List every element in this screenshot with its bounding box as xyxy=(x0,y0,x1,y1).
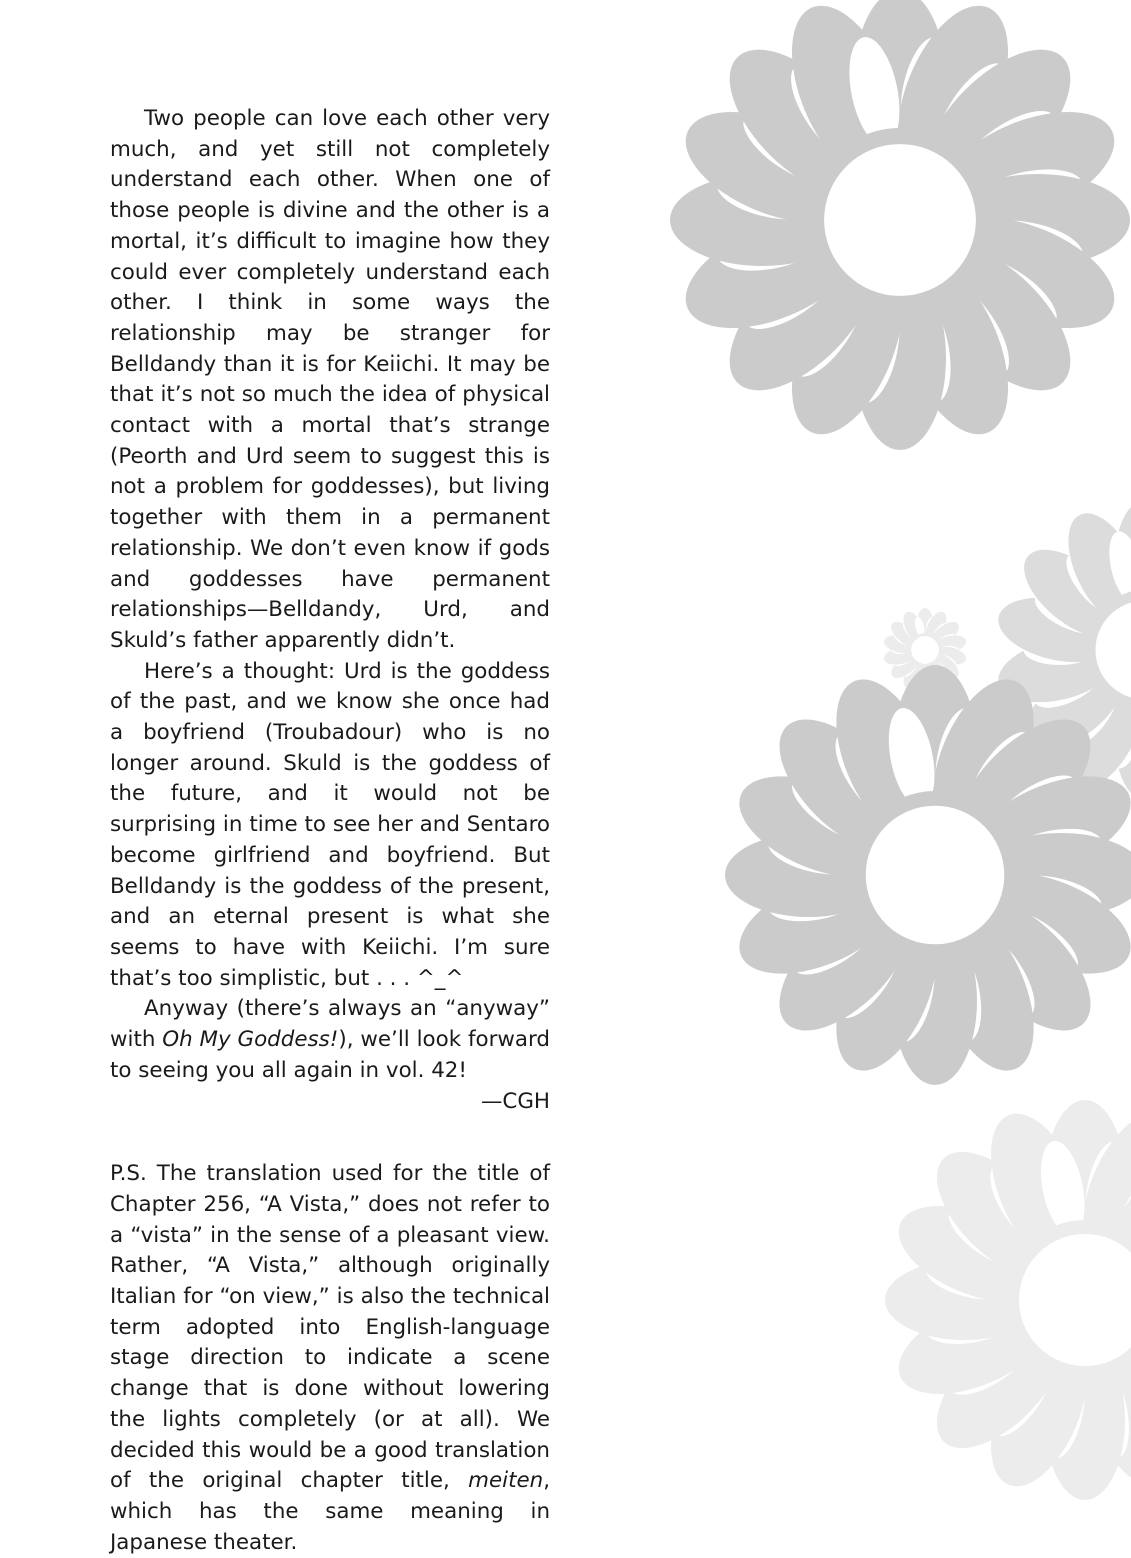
flower-center xyxy=(911,636,939,664)
postscript-end: , which has the same meaning in Japanese theater. xyxy=(110,1468,550,1554)
flower-center xyxy=(824,144,976,296)
postscript-text: P.S. The translation used for the title of Chapter 256, “A Vista,” does not refer to a “vista” in the sense of a pleasant view. Rather, “A Vista,” although originally Italian for “on view,” is also the technical term adopted into English-language stage direction to indicate a scene change that is done without lowering the lights completely (or at all). We decided this would be a good translation of the original chapter title, xyxy=(110,1161,550,1493)
paragraph-1: Two people can love each other very much, and yet still not completely understand each other. When one of those people is divine and the other is a mortal, it’s difficult to imagine how they could ever completely understand each other. I think in some ways the relationship may be stranger for Belldandy than it is for Keiichi. It may be that it’s not so much the idea of physical contact with a mortal that’s strange (Peorth and Urd seem to suggest this is not a problem for goddesses), but living together with them in a permanent relationship. We don’t even know if gods and goddesses have permanent relationships—Belldandy, Urd, and Skuld’s father apparently didn’t. xyxy=(110,104,550,657)
flower-center xyxy=(866,806,1005,945)
paragraph-3-end: ), we’ll look forward to seeing you all again in vol. 42! xyxy=(110,1027,550,1083)
paragraph-3 xyxy=(110,994,550,1086)
flower-4 xyxy=(725,665,1131,1085)
flower-1 xyxy=(670,0,1130,450)
postscript xyxy=(110,1159,550,1558)
editor-note xyxy=(110,104,550,1558)
flower-5 xyxy=(885,1100,1131,1500)
paragraph-2: Here’s a thought: Urd is the goddess of the past, and we know she once had a boyfriend (Troubadour) who is no longer around. Skuld is the goddess of the future, and it would not be surprising in time to see her and Sentaro become girlfriend and boyfriend. But Belldandy is the goddess of the present, and an eternal present is what she seems to have with Keiichi. I’m sure that’s too simplistic, but . . . ^_^ xyxy=(110,657,550,995)
signature: —CGH xyxy=(110,1087,550,1118)
paragraph-3-text: Anyway (there’s always an “anyway” with xyxy=(110,996,550,1052)
japanese-term: meiten xyxy=(468,1468,543,1493)
series-title: Oh My Goddess! xyxy=(162,1027,338,1052)
